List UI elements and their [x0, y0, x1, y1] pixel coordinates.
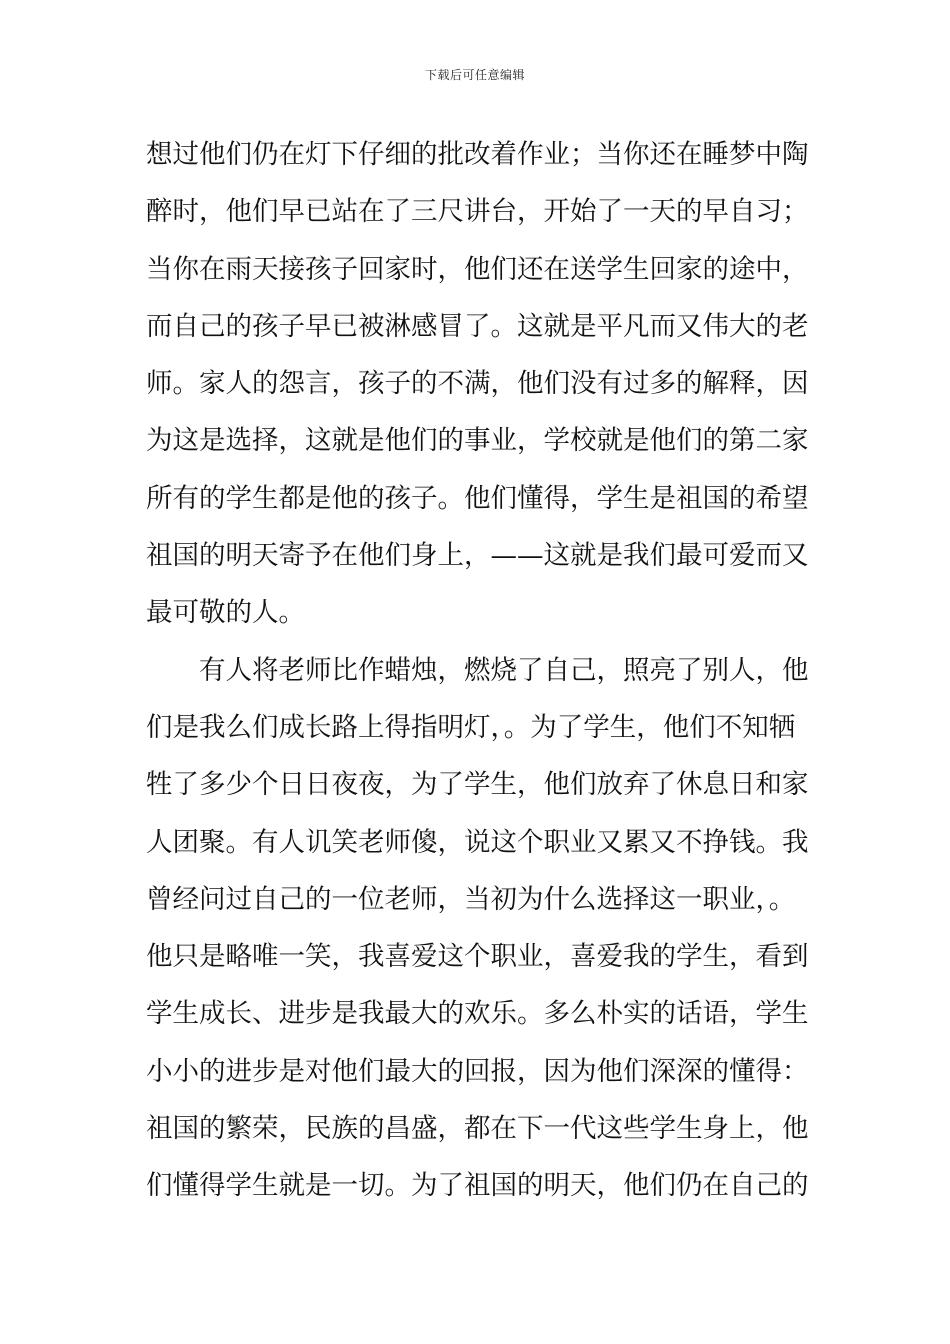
- text-line: 小小的进步是对他们最大的回报，因为他们深深的懂得：: [146, 1055, 809, 1087]
- paragraph-start-line: 有人将老师比作蜡烛，燃烧了自己，照亮了别人，他: [199, 654, 809, 686]
- document-body: [146, 126, 811, 1215]
- text-line: 醉时，他们早已站在了三尺讲台，开始了一天的早自习；: [146, 196, 809, 228]
- text-line: 祖国的明天寄予在他们身上，——这就是我们最可爱而又: [146, 540, 809, 572]
- text-line: 牲了多少个日日夜夜，为了学生，他们放弃了休息日和家: [146, 769, 809, 801]
- text-line: 们是我么们成长路上得指明灯，。为了学生，他们不知牺: [146, 711, 796, 743]
- text-line: 祖国的繁荣，民族的昌盛，都在下一代这些学生身上，他: [146, 1113, 809, 1145]
- text-line: 最可敬的人。: [146, 597, 305, 629]
- text-line: 当你在雨天接孩子回家时，他们还在送学生回家的途中，: [146, 253, 809, 285]
- page-header: 下载后可任意编辑: [424, 68, 525, 82]
- text-line: 想过他们仍在灯下仔细的批改着作业；当你还在睡梦中陶: [146, 139, 809, 170]
- text-line: 学生成长、进步是我最大的欢乐。多么朴实的话语，学生: [146, 998, 809, 1030]
- text-line: 人团聚。有人讥笑老师傻，说这个职业又累又不挣钱。我: [146, 826, 809, 858]
- text-line: 为这是选择，这就是他们的事业，学校就是他们的第二家: [146, 425, 809, 457]
- text-line: 他只是略唯一笑，我喜爱这个职业，喜爱我的学生，看到: [146, 941, 809, 973]
- text-line: 所有的学生都是他的孩子。他们懂得，学生是祖国的希望: [146, 482, 809, 514]
- text-line: 曾经问过自己的一位老师，当初为什么选择这一职业，。: [146, 883, 796, 915]
- text-line: 师。家人的怨言，孩子的不满，他们没有过多的解释，因: [146, 368, 809, 400]
- text-line: 而自己的孩子早已被淋感冒了。这就是平凡而又伟大的老: [146, 310, 809, 342]
- text-line: 们懂得学生就是一切。为了祖国的明天，他们仍在自己的: [146, 1170, 809, 1202]
